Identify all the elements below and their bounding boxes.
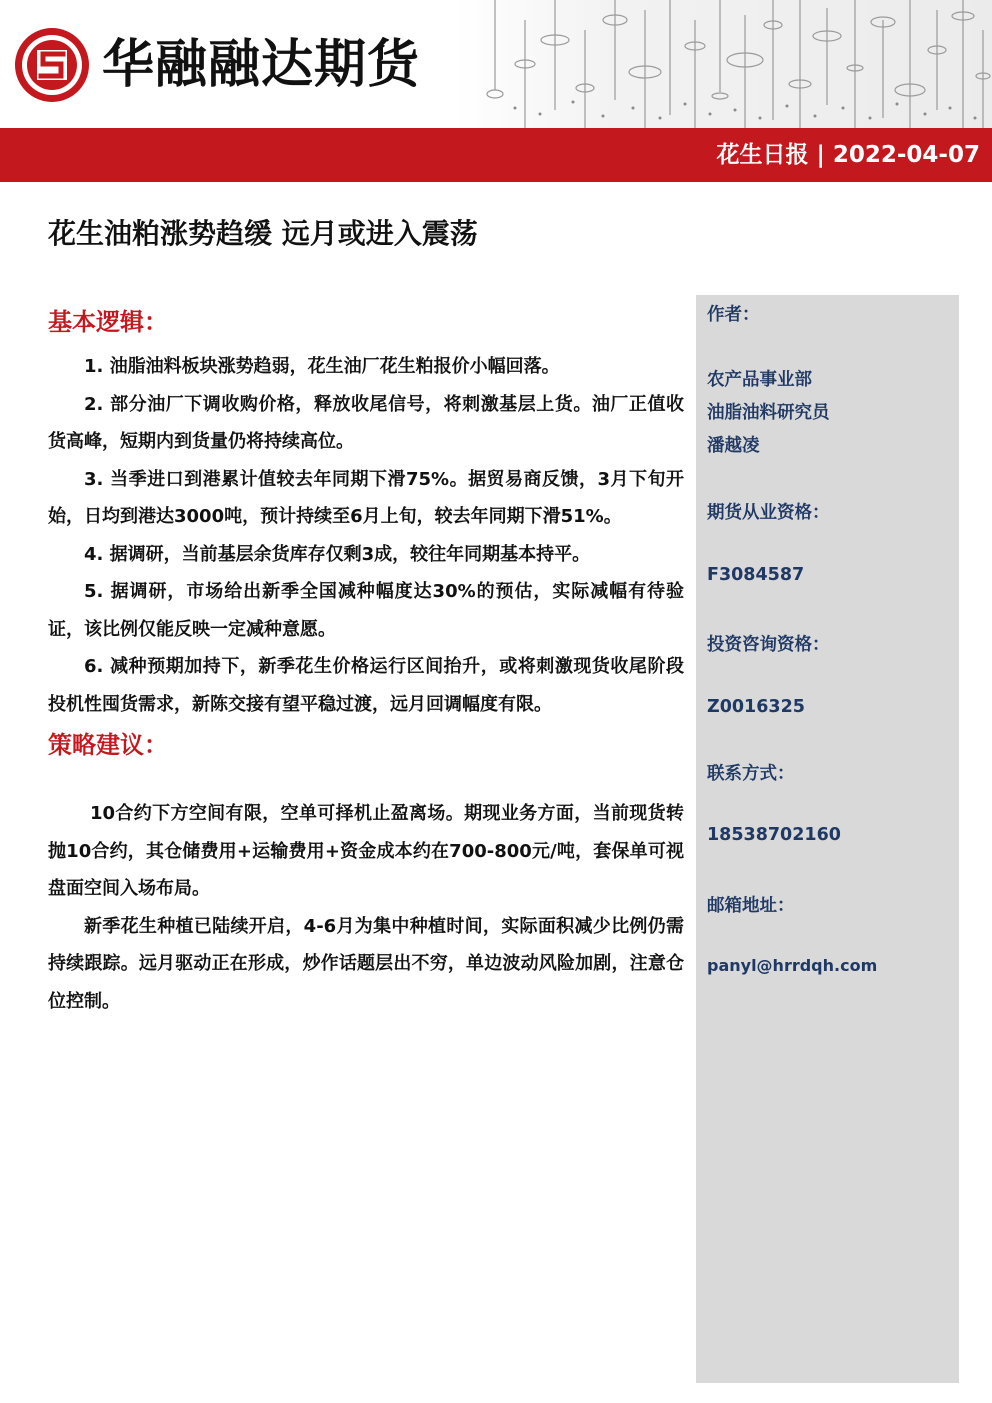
section-title-logic: 基本逻辑： bbox=[48, 308, 168, 336]
logic-item: 2. 部分油厂下调收购价格，释放收尾信号，将刺激基层上货。油厂正值收货高峰，短期内到货量仍将持续高位。 bbox=[48, 393, 684, 452]
strategy-paragraph: 新季花生种植已陆续开启，4-6月为集中种植时间，实际面积减少比例仍需持续跟踪。远月驱动正在形成，炒作话题层出不穷，单边波动风险加剧，注意仓位控制。 bbox=[48, 915, 684, 1012]
decorative-lines-graphic bbox=[455, 0, 992, 128]
company-name: 华融融达期货 bbox=[102, 35, 421, 95]
report-type-date: 花生日报 | 2022-04-07 bbox=[716, 142, 980, 168]
author-sidebar bbox=[696, 295, 959, 1383]
futures-license-number: F3084587 bbox=[707, 565, 805, 585]
email-label: 邮箱地址： bbox=[707, 896, 795, 916]
logic-item: 1. 油脂油料板块涨势趋弱，花生油厂花生粕报价小幅回落。 bbox=[84, 356, 560, 377]
logic-item: 5. 据调研，市场给出新季全国减种幅度达30%的预估，实际减幅有待验证，该比例仅能反映一定减种意愿。 bbox=[48, 581, 684, 640]
logic-item: 6. 减种预期加持下，新季花生价格运行区间抬升，或将刺激现货收尾阶段投机性囤货需求，新陈交接有望平稳过渡，远月回调幅度有限。 bbox=[48, 656, 684, 715]
futures-license-label: 期货从业资格： bbox=[707, 503, 830, 523]
main-content bbox=[48, 300, 684, 1020]
brand-logo bbox=[12, 20, 420, 110]
author-department: 农产品事业部 bbox=[707, 370, 812, 390]
section-title-strategy: 策略建议： bbox=[48, 731, 168, 759]
strategy-paragraph: 10合约下方空间有限，空单可择机止盈离场。期现业务方面，当前现货转抛10合约，其仓储费用+运输费用+资金成本约在700-800元/吨，套保单可视盘面空间入场布局。 bbox=[48, 803, 684, 899]
logic-item: 4. 据调研，当前基层余货库存仅剩3成，较往年同期基本持平。 bbox=[84, 543, 591, 565]
logic-item: 3. 当季进口到港累计值较去年同期下滑75%。据贸易商反馈，3月下旬开始，日均到港达3000吨，预计持续至6月上旬，较去年同期下滑51%。 bbox=[48, 468, 684, 527]
email-address[interactable]: panyl@hrrdqh.com bbox=[707, 956, 878, 975]
report-header bbox=[0, 0, 992, 182]
header-decoration bbox=[455, 0, 992, 128]
advisory-license-number: Z0016325 bbox=[707, 697, 805, 717]
author-name: 潘越凌 bbox=[707, 436, 760, 456]
company-logo-icon bbox=[12, 25, 92, 105]
author-label: 作者： bbox=[707, 305, 760, 325]
contact-label: 联系方式： bbox=[707, 764, 795, 784]
advisory-license-label: 投资咨询资格： bbox=[707, 635, 830, 655]
contact-phone: 18538702160 bbox=[707, 825, 841, 845]
report-title: 花生油粕涨势趋缓 远月或进入震荡 bbox=[48, 217, 478, 250]
author-role: 油脂油料研究员 bbox=[707, 403, 830, 423]
